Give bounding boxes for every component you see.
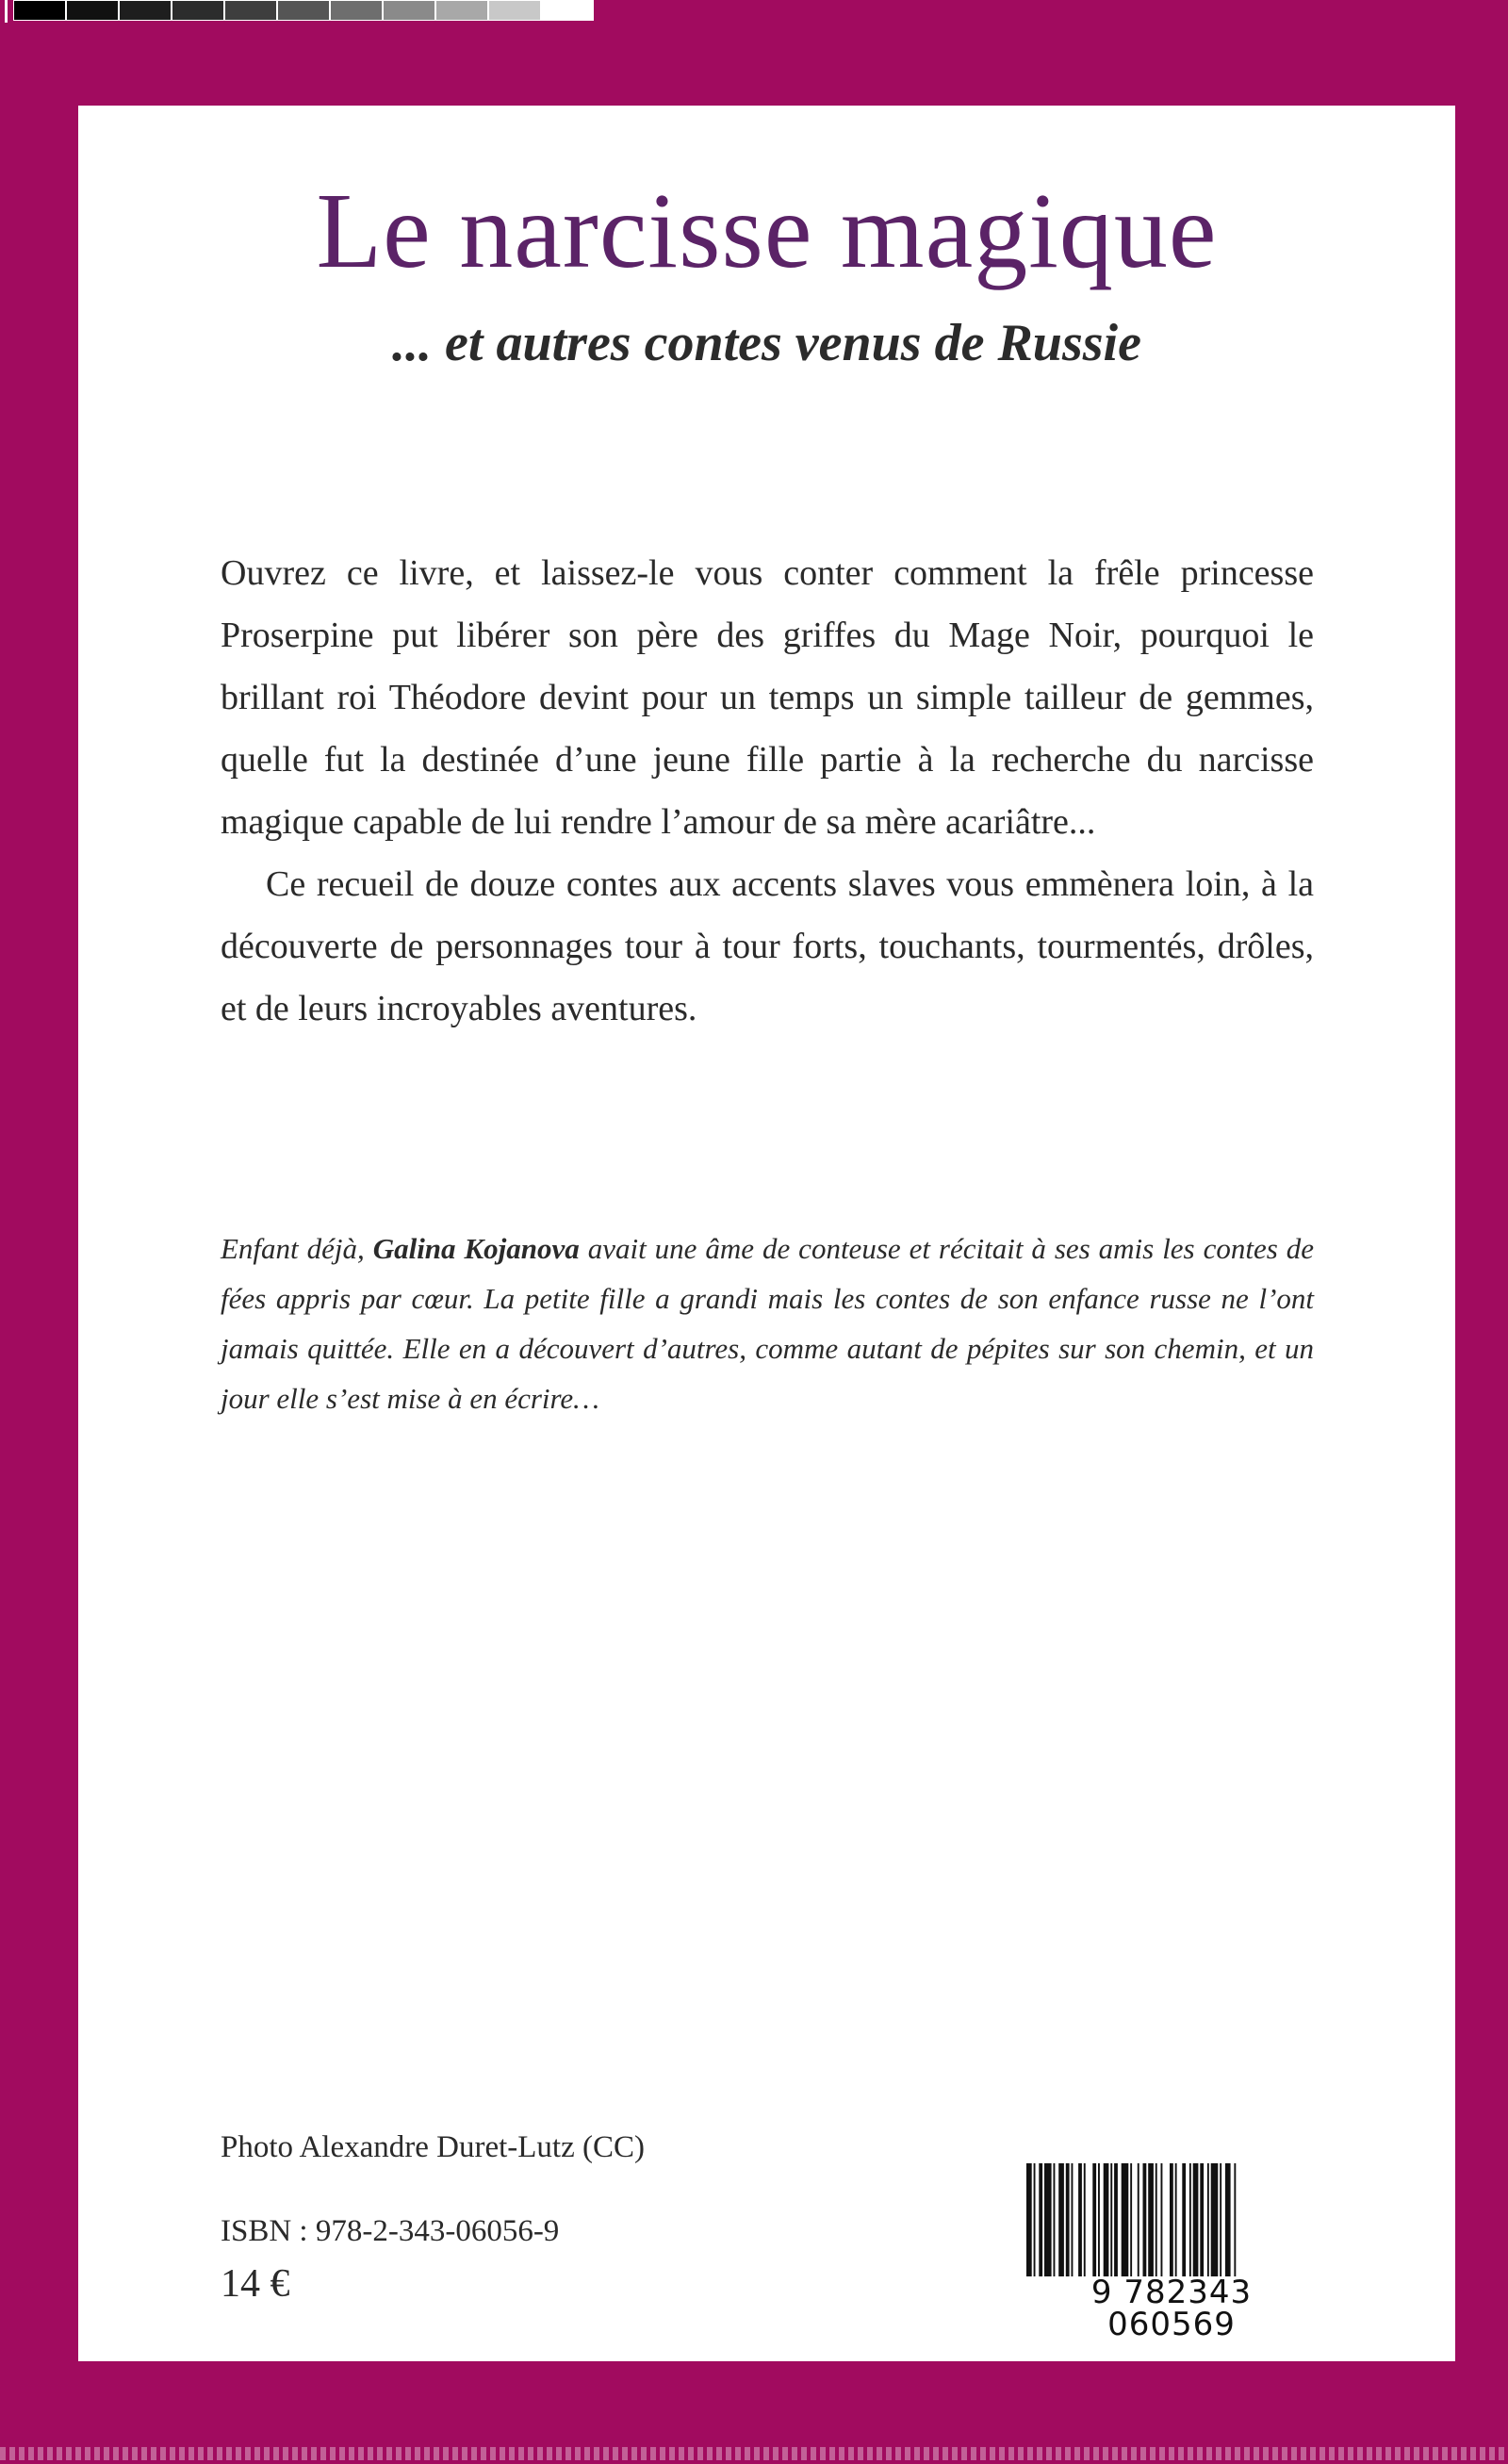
barcode-bar xyxy=(1182,2163,1186,2284)
barcode-bars xyxy=(1024,2163,1319,2284)
price: 14 € xyxy=(221,2262,290,2306)
barcode-bar xyxy=(1211,2163,1219,2284)
author-bio xyxy=(221,1224,1314,1423)
barcode-bar xyxy=(1225,2163,1231,2284)
back-cover-panel xyxy=(78,106,1455,2361)
calibration-swatch xyxy=(541,0,594,21)
book-blurb xyxy=(221,542,1314,1040)
barcode-bar xyxy=(1189,2163,1191,2284)
calibration-swatch xyxy=(66,0,119,21)
calibration-swatch xyxy=(119,0,172,21)
book-title: Le narcisse magique xyxy=(316,171,1218,290)
barcode-bar xyxy=(1058,2163,1064,2284)
barcode-bar xyxy=(1161,2163,1163,2284)
barcode-bar xyxy=(1200,2163,1204,2284)
barcode-bar xyxy=(1044,2163,1052,2284)
barcode-bar xyxy=(1078,2163,1082,2284)
book-subtitle: ... et autres contes venus de Russie xyxy=(392,314,1141,372)
barcode-bar xyxy=(1084,2163,1086,2284)
color-calibration-strip xyxy=(0,0,594,23)
calibration-swatch xyxy=(330,0,383,21)
photo-credit: Photo Alexandre Duret-Lutz (CC) xyxy=(221,2130,645,2164)
barcode-digits: 9 782343 060569 xyxy=(1024,2276,1319,2341)
barcode xyxy=(1024,2163,1319,2343)
calibration-swatch xyxy=(435,0,488,21)
calibration-swatch xyxy=(277,0,330,21)
calibration-swatch xyxy=(488,0,541,21)
barcode-bar xyxy=(1114,2163,1118,2284)
barcode-bar xyxy=(1148,2163,1154,2284)
blurb-paragraph-2: Ce recueil de douze contes aux accents slaves vous emmènera loin, à la découverte de personnages tour à tour forts, touchants, tourmentés, drôles, et de leurs incroyables aventures. xyxy=(221,864,1314,1028)
barcode-bar xyxy=(1039,2163,1042,2284)
barcode-bar xyxy=(1066,2163,1070,2284)
barcode-bar xyxy=(1034,2163,1036,2284)
barcode-bar xyxy=(1193,2163,1199,2284)
barcode-bar xyxy=(1143,2163,1147,2284)
barcode-bar xyxy=(1098,2163,1100,2284)
barcode-bar xyxy=(1170,2163,1173,2284)
barcode-bar xyxy=(1122,2163,1129,2284)
calibration-swatch xyxy=(13,0,66,21)
printer-slug-line xyxy=(0,2447,1508,2460)
calibration-swatch xyxy=(224,0,277,21)
registration-mark xyxy=(0,0,13,23)
calibration-swatch xyxy=(383,0,435,21)
barcode-bar xyxy=(1092,2163,1096,2284)
isbn: ISBN : 978-2-343-06056-9 xyxy=(221,2214,560,2248)
barcode-bar xyxy=(1175,2163,1177,2284)
barcode-bar xyxy=(1156,2163,1157,2284)
barcode-bar xyxy=(1072,2163,1074,2284)
barcode-bar xyxy=(1054,2163,1056,2284)
barcode-bar xyxy=(1220,2163,1221,2284)
author-bio-intro: Enfant déjà, xyxy=(221,1232,365,1265)
barcode-bar xyxy=(1026,2163,1032,2284)
author-bio-text: avait une âme de conteuse et récitait à ses amis les contes de fées appris par cœur. La petite fille a grandi mais les contes de son enfance russe ne l’ont jamais quittée. Elle en a découvert d’autres, comme autant de pépites sur son chemin, et un jour elle s’est mise à en écrire… xyxy=(221,1232,1314,1415)
blurb-paragraph-1: Ouvrez ce livre, et laissez-le vous conter comment la frêle princesse Proserpine put libérer son père des griffes du Mage Noir, pourquoi le brillant roi Théodore devint pour un temps un simple tailleur de gemmes, quelle fut la destinée d’une jeune fille partie à la recherche du narcisse magique capable de lui rendre l’amour de sa mère acariâtre... xyxy=(221,553,1314,842)
calibration-swatch xyxy=(172,0,224,21)
barcode-bar xyxy=(1130,2163,1132,2284)
author-name: Galina Kojanova xyxy=(372,1232,580,1265)
barcode-bar xyxy=(1234,2163,1236,2284)
barcode-bar xyxy=(1138,2163,1139,2284)
barcode-bar xyxy=(1110,2163,1112,2284)
barcode-bar xyxy=(1104,2163,1109,2284)
barcode-bar xyxy=(1207,2163,1209,2284)
